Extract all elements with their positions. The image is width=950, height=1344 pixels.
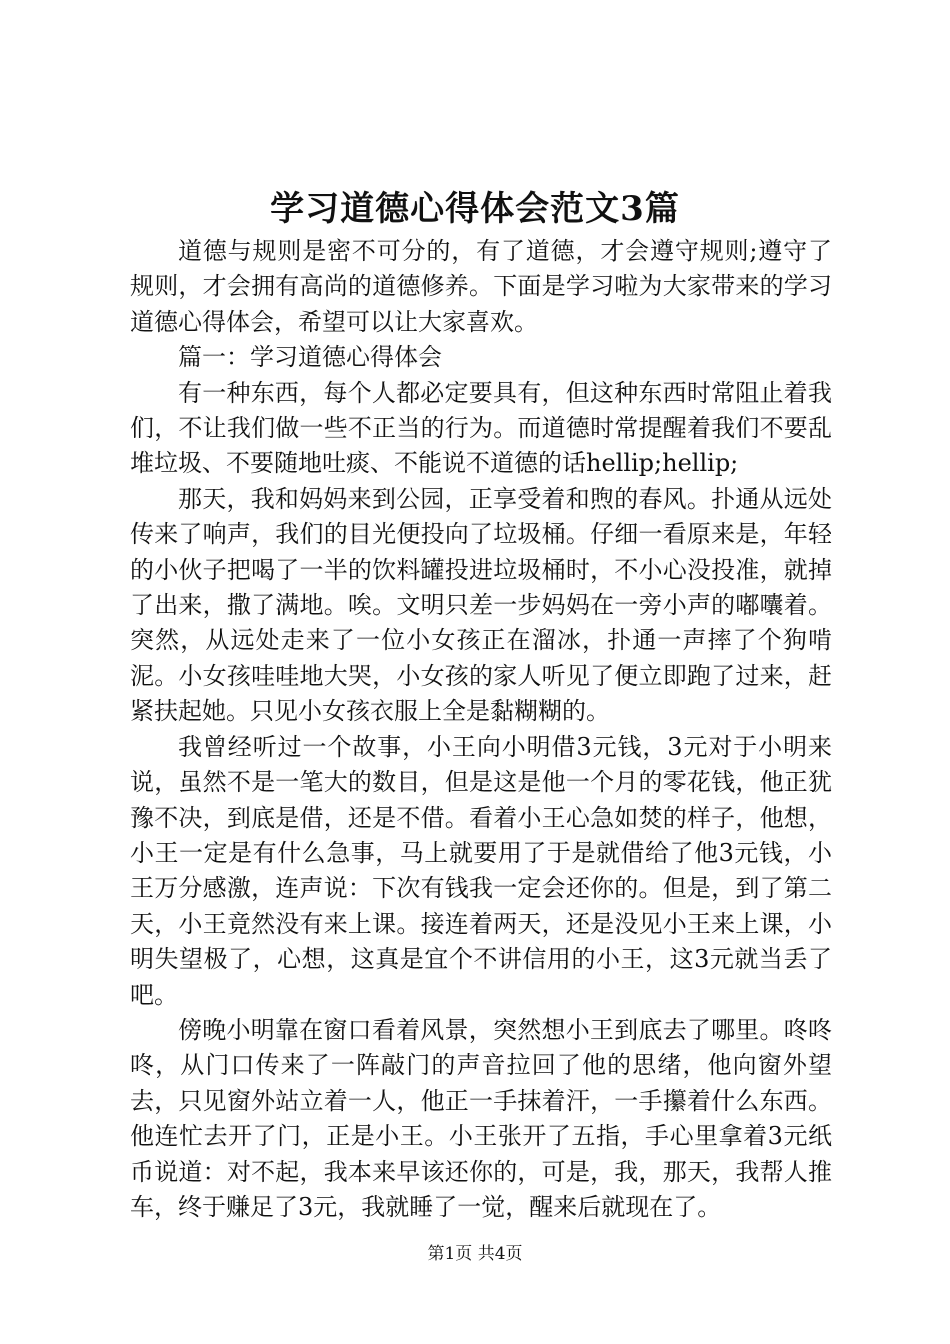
page-number-footer: 第1页 共4页 (427, 1244, 523, 1264)
paragraph: 我曾经听过一个故事，小王向小明借3元钱，3元对于小明来说，虽然不是一笔大的数目，但是这是他一个月的零花钱，他正犹豫不决，到底是借，还是不借。看着小王心急如焚的样子，他想，小王一定是有什么急事，马上就要用了于是就借给了他3元钱，小王万分感激，连声说：下次有钱我一定会还你的。但是，到了第二天，小王竟然没有来上课。接连着两天，还是没见小王来上课，小明失望极了，心想，这真是宜个不讲信用的小王，这3元就当丢了吧。 (130, 732, 832, 1009)
paragraph: 傍晚小明靠在窗口看着风景，突然想小王到底去了哪里。咚咚咚，从门口传来了一阵敲门的声音拉回了他的思绪，他向窗外望去，只见窗外站立着一人，他正一手抹着汗，一手攥着什么东西。他连忙去开了门，正是小王。小王张开了五指，手心里拿着3元纸币说道：对不起，我本来早该还你的，可是，我，那天，我帮人推车，终于赚足了3元，我就睡了一觉，醒来后就现在了。 (130, 1015, 832, 1221)
document-body (130, 234, 832, 1225)
document-title: 学习道德心得体会范文3篇 (270, 189, 680, 229)
paragraph: 有一种东西，每个人都必定要具有，但这种东西时常阻止着我们，不让我们做一些不正当的行为。而道德时常提醒着我们不要乱堆垃圾、不要随地吐痰、不能说不道德的话hellip;hellip; (130, 378, 832, 478)
section-heading: 篇一：学习道德心得体会 (178, 343, 442, 372)
paragraph-intro: 道德与规则是密不可分的，有了道德，才会遵守规则;遵守了规则，才会拥有高尚的道德修养。下面是学习啦为大家带来的学习道德心得体会，希望可以让大家喜欢。 (130, 237, 832, 336)
paragraph: 那天，我和妈妈来到公园，正享受着和煦的春风。扑通从远处传来了响声，我们的目光便投向了垃圾桶。仔细一看原来是，年轻的小伙子把喝了一半的饮料罐投进垃圾桶时，不小心没投准，就掉了出来，撒了满地。唉。文明只差一步妈妈在一旁小声的嘟囔着。突然，从远处走来了一位小女孩正在溜冰，扑通一声摔了个狗啃泥。小女孩哇哇地大哭，小女孩的家人听见了便立即跑了过来，赶紧扶起她。只见小女孩衣服上全是黏糊糊的。 (130, 484, 832, 726)
